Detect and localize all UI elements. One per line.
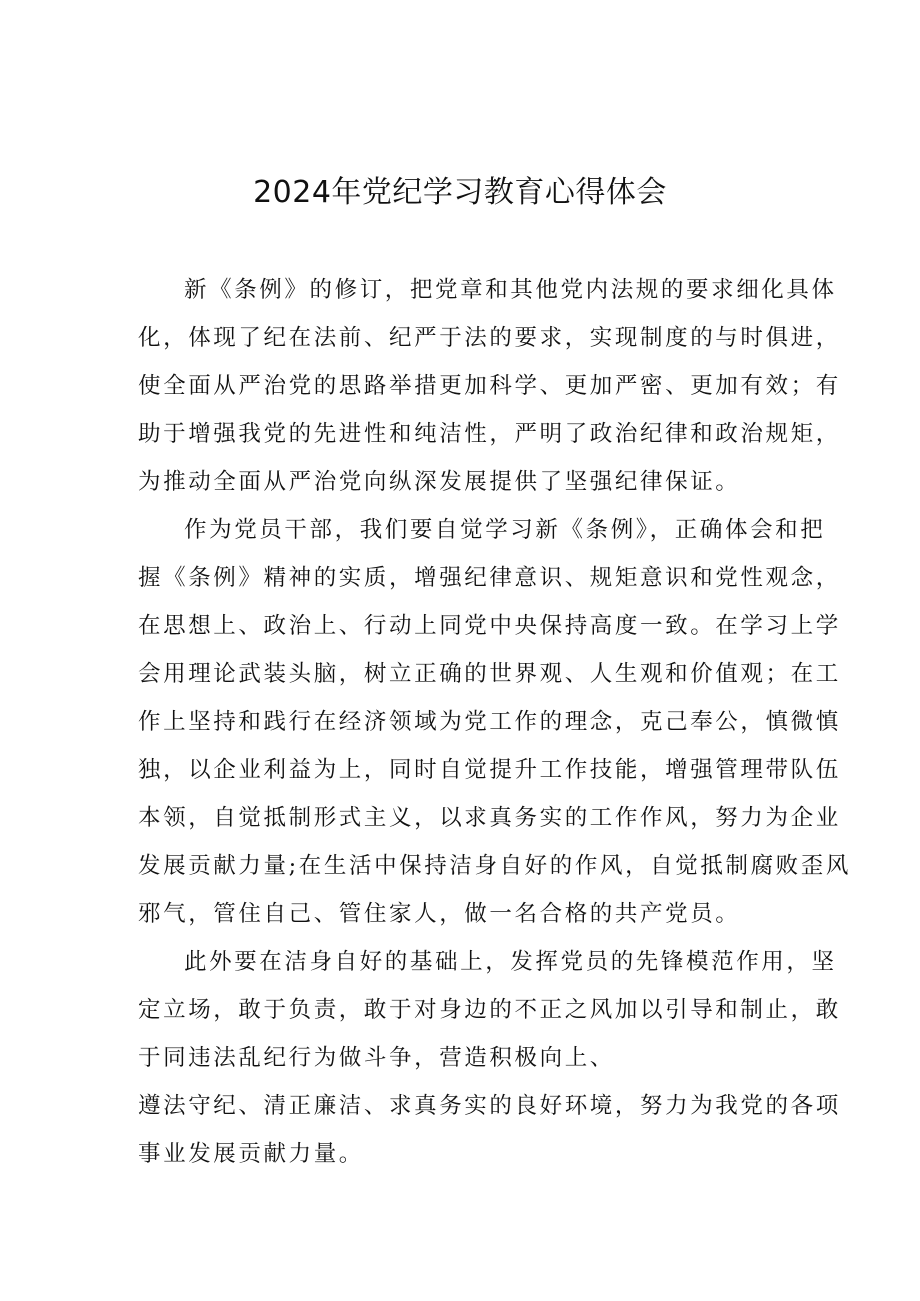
text-line: 使全面从严治党的思路举措更加科学、更加严密、更加有效；有 [138, 373, 841, 399]
text-line: 新《条例》的修订，把党章和其他党内法规的要求细化具体 [184, 277, 837, 303]
text-line: 此外要在洁身自好的基础上，发挥党员的先锋模范作用，坚 [184, 949, 837, 975]
text-line: 发展贡献力量;在生活中保持洁身自好的作风，自觉抵制腐败歪风 [138, 853, 851, 879]
text-line: 为推动全面从严治党向纵深发展提供了坚强纪律保证。 [138, 469, 741, 495]
text-line: 独，以企业利益为上，同时自觉提升工作技能，增强管理带队伍 [138, 757, 841, 783]
text-line: 定立场，敢于负责，敢于对身边的不正之风加以引导和制止，敢 [138, 997, 841, 1023]
document-title: 2024年党纪学习教育心得体会 [253, 175, 667, 210]
text-line: 作为党员干部，我们要自觉学习新《条例》，正确体会和把 [184, 517, 826, 543]
text-line: 本领，自觉抵制形式主义，以求真务实的工作作风，努力为企业 [138, 805, 841, 831]
text-line: 握《条例》精神的实质，增强纪律意识、规矩意识和党性观念， [138, 565, 841, 591]
text-line: 助于增强我党的先进性和纯洁性，严明了政治纪律和政治规矩， [138, 421, 841, 447]
text-line: 遵法守纪、清正廉洁、求真务实的良好环境，努力为我党的各项 [138, 1093, 841, 1119]
text-line: 在思想上、政治上、行动上同党中央保持高度一致。在学习上学 [138, 613, 841, 639]
text-line: 会用理论武装头脑，树立正确的世界观、人生观和价值观；在工 [138, 661, 841, 687]
text-line: 于同违法乱纪行为做斗争，营造积极向上、 [138, 1045, 615, 1071]
text-line: 事业发展贡献力量。 [138, 1141, 364, 1167]
text-line: 邪气，管住自己、管住家人，做一名合格的共产党员。 [138, 901, 741, 927]
text-line: 化，体现了纪在法前、纪严于法的要求，实现制度的与时俱进， [138, 325, 841, 351]
text-line: 作上坚持和践行在经济领域为党工作的理念，克己奉公，慎微慎 [138, 709, 841, 735]
